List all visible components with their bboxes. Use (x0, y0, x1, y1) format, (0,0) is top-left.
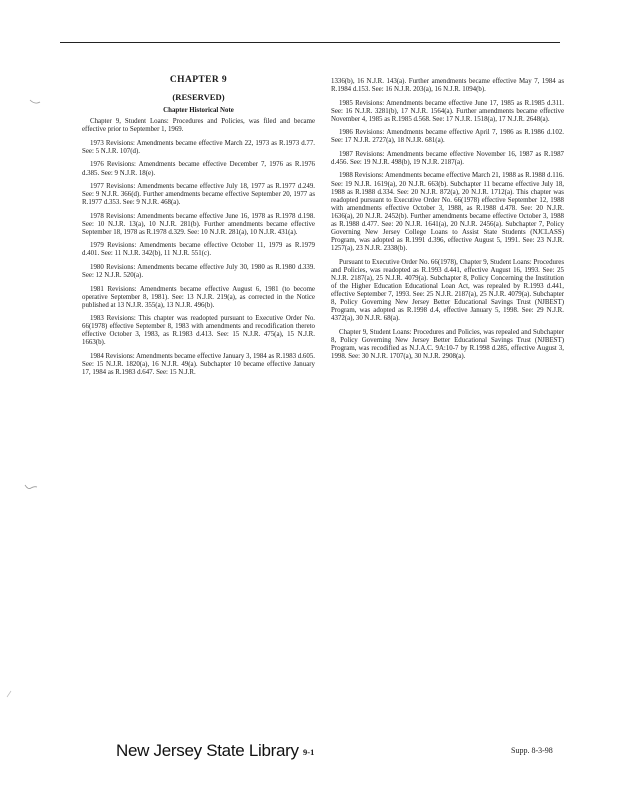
note-paragraph: 1979 Revisions: Amendments became effective October 11, 1979 as R.1979 d.401. See: 11 N.J.R. 342(b), 11 N.J.R. 551(c). (82, 242, 315, 258)
reserved-heading: (RESERVED) (172, 92, 225, 103)
note-paragraph: 1978 Revisions: Amendments became effective June 16, 1978 as R.1978 d.198. See: 10 N.J.R. 13(a), 10 N.J.R. 281(b). Further amendments became effective September 18, 1978 as R.1978 d.329. See: 10 N.J.R. 281(a), 10 N.J.R. 431(a). (82, 212, 315, 236)
note-paragraph: 1988 Revisions: Amendments became effective March 21, 1988 as R.1988 d.116. See: 19 N.J.R. 1619(a), 20 N.J.R. 663(b). Subchapter 11 became effective July 18, 1988 as R.1988 d.334. See: 20 N.J.R. 872(a), 20 N.J.R. 1712(a). This chapter was readopted pursuant to Executive Order No. 66(1978) effective September 12, 1988 with amendments effective October 3, 1988, as R.1988 d.478. See: 20 N.J.R. 1636(a), 20 N.J.R. 2452(b). Further amendments became effective October 3, 1988 as R.1988 d.477. See: 20 N.J.R. 1641(a), 20 N.J.R. 2456(a). Subchapter 7, Policy Governing New Jersey College Loans to Assist State Students (NJCLASS) Program, was adopted as R.1991 d.396, effective August 5, 1991. See: 23 N.J.R. 1257(a), 23 N.J.R. 2338(b). (331, 172, 564, 253)
scan-speck (6, 690, 16, 696)
historical-note-title: Chapter Historical Note (163, 107, 234, 115)
punch-hole-mark (29, 98, 39, 104)
note-paragraph-continued: 1336(b), 16 N.J.R. 143(a). Further amendments became effective May 7, 1984 as R.1984 d.153. See: 16 N.J.R. 203(a), 16 N.J.R. 1094(b). (331, 78, 564, 94)
note-paragraph: 1981 Revisions: Amendments became effective August 6, 1981 (to become operative September 8, 1981). See: 13 N.J.R. 219(a), as corrected in the Notice published at 13 N.J.R. 355(a), 13 N.J.R. 496(b). (82, 285, 315, 309)
note-paragraph: 1984 Revisions: Amendments became effective January 3, 1984 as R.1983 d.605. See: 15 N.J.R. 1820(a), 16 N.J.R. 49(a). Subchapter 10 became effective January 17, 1984 as R.1983 d.647. See: 15 N.J.R. (82, 352, 315, 377)
chapter-heading: CHAPTER 9 (169, 75, 228, 85)
note-paragraph: 1983 Revisions: This chapter was readopted pursuant to Executive Order No. 66(1978) effective September 8, 1983 with amendments and recodification thereto effective October 3, 1983, as R.1983 d.413. See: 15 N.J.R. 475(a), 15 N.J.R. 1663(b). (82, 315, 315, 347)
right-column (331, 78, 564, 367)
note-paragraph: Chapter 9, Student Loans: Procedures and Policies, was repealed and Subchapter 8, Policy Governing New Jersey Better Educational Savings Trust (NJBEST) Program, was recodified as N.J.A.C. 9A:10-7 by R.1998 d.285, effective August 3, 1998. See: 30 N.J.R. 1707(a), 30 N.J.R. 2908(a). (331, 328, 564, 361)
note-paragraph: 1973 Revisions: Amendments became effective March 22, 1973 as R.1973 d.77. See: 5 N.J.R. 107(d). (82, 139, 315, 155)
note-paragraph: Pursuant to Executive Order No. 66(1978), Chapter 9, Student Loans: Procedures and Policies, was readopted as R.1993 d.441, effective August 16, 1993. See: 25 N.J.R. 2187(a), 25 N.J.R. 4079(a). Subchapter 8, Policy Concerning the Institution of the Higher Education Educational Loan Act, was repealed by R.1993 d.441, effective September 7, 1993. See: 25 N.J.R. 2187(a), 25 N.J.R. 4079(a). Subchapter 8, Policy Governing New Jersey Better Educational Savings Trust (NJBEST) Program, was adopted as R.1998 d.4, effective January 5, 1998. See: 29 N.J.R. 4372(a), 30 N.J.R. 68(a). (331, 258, 564, 323)
note-paragraph: 1980 Revisions: Amendments became effective July 30, 1980 as R.1980 d.339. See: 12 N.J.R. 520(a). (82, 263, 315, 280)
library-stamp: New Jersey State Library (116, 741, 299, 760)
top-rule (60, 42, 560, 43)
page-number: 9-1 (303, 747, 315, 757)
supplement-date: Supp. 8-3-98 (511, 746, 553, 755)
note-paragraph: 1987 Revisions: Amendments became effective November 16, 1987 as R.1987 d.456. See: 19 N.J.R. 498(b), 19 N.J.R. 2187(a). (331, 150, 564, 166)
left-column (82, 76, 315, 383)
note-paragraph: 1976 Revisions: Amendments became effective December 7, 1976 as R.1976 d.385. See: 9 N.J.R. 18(e). (82, 161, 315, 177)
note-paragraph: 1985 Revisions: Amendments became effective June 17, 1985 as R.1985 d.311. See: 16 N.J.R. 3281(b), 17 N.J.R. 1564(a). Further amendments became effective November 4, 1985 as R.1985 d.568. See: 17 N.J.R. 1518(a), 17 N.J.R. 2648(a). (331, 99, 564, 123)
note-paragraph: Chapter 9, Student Loans: Procedures and Policies, was filed and became effective prior to September 1, 1969. (82, 118, 315, 134)
note-paragraph: 1977 Revisions: Amendments became effective July 18, 1977 as R.1977 d.249. See: 9 N.J.R. 366(d). Further amendments became effective September 20, 1977 as R.1977 d.353. See: 9 N.J.R. 468(a). (82, 183, 315, 207)
punch-hole-mark (24, 484, 34, 490)
note-paragraph: 1986 Revisions: Amendments became effective April 7, 1986 as R.1986 d.102. See: 17 N.J.R. 2727(a), 18 N.J.R. 681(a). (331, 129, 564, 145)
